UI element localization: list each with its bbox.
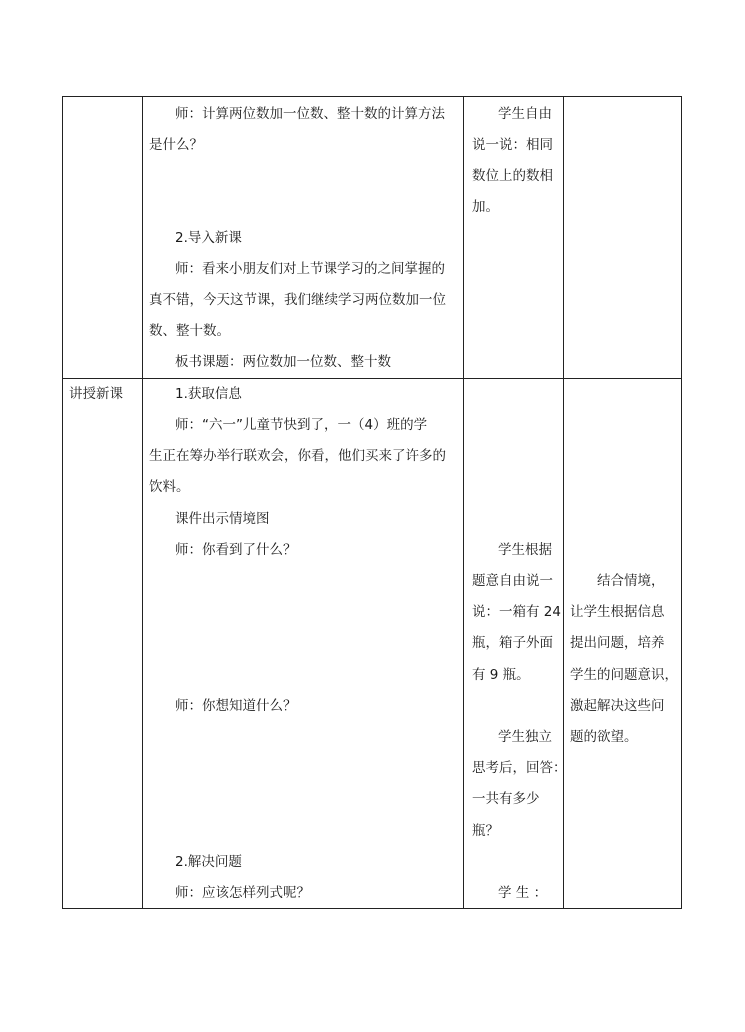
row2-student-line: 瓶？ [472,823,499,839]
row1-student-line: 学生自由 [498,106,552,122]
col-divider-1 [142,96,143,909]
table-border-top [62,96,682,97]
row1-teacher-line: 师：看来小朋友们对上节课学习的之间掌握的 [175,261,445,277]
row2-student-line: 有 9 瓶。 [472,667,530,683]
row1-student-line: 数位上的数相 [472,168,553,184]
row2-teacher-line: 师：你想知道什么？ [175,698,297,714]
row2-student-line: 说：一箱有 24 [472,604,561,620]
row1-teacher-line: 数、整十数。 [149,323,230,339]
lesson-plan-table [62,96,682,909]
row2-teacher-heading: 2.解决问题 [175,854,242,870]
row2-intent-line: 结合情境， [597,573,665,589]
col-divider-2 [463,96,464,909]
row2-intent-line: 激起解决这些问 [570,698,665,714]
row2-intent-line: 让学生根据信息 [570,604,665,620]
row2-student-line: 学生独立 [498,729,552,745]
row2-student-line: 学生根据 [498,542,552,558]
row2-teacher-line: 生正在筹办举行联欢会，你看，他们买来了许多的 [149,448,446,464]
row2-student-line: 题意自由说一 [472,573,553,589]
row2-teacher-line: 师：应该怎样列式呢？ [175,885,310,901]
row1-student-line: 加。 [472,199,499,215]
row2-teacher-line: 饮料。 [149,479,190,495]
row1-teacher-line: 板书课题：两位数加一位数、整十数 [175,354,391,370]
row1-teacher-line: 师：计算两位数加一位数、整十数的计算方法 [175,106,445,122]
row2-teacher-line: 课件出示情境图 [175,511,270,527]
row2-student-line: 思考后，回答： [472,760,567,776]
row2-student-line: 瓶，箱子外面 [472,635,553,651]
section-label: 讲授新课 [69,386,123,402]
table-border-left [62,96,63,909]
table-border-right [681,96,682,909]
row2-student-line: 一共有多少 [472,791,540,807]
row-divider [62,378,682,379]
row1-teacher-heading: 2.导入新课 [175,230,242,246]
row1-teacher-line: 是什么？ [149,137,203,153]
row2-student-line: 学 生 ： [498,885,548,901]
row2-teacher-line: 师：你看到了什么？ [175,542,297,558]
row2-intent-line: 题的欲望。 [570,729,638,745]
table-border-bottom [62,908,682,909]
row2-intent-line: 提出问题，培养 [570,635,665,651]
col-divider-3 [563,96,564,909]
row2-teacher-heading: 1.获取信息 [175,386,242,402]
row2-teacher-line: 师：“六一”儿童节快到了，一（4）班的学 [175,417,428,433]
row2-intent-line: 学生的问题意识， [570,667,678,683]
row1-teacher-line: 真不错，今天这节课，我们继续学习两位数加一位 [149,292,446,308]
row1-student-line: 说一说：相同 [472,137,553,153]
